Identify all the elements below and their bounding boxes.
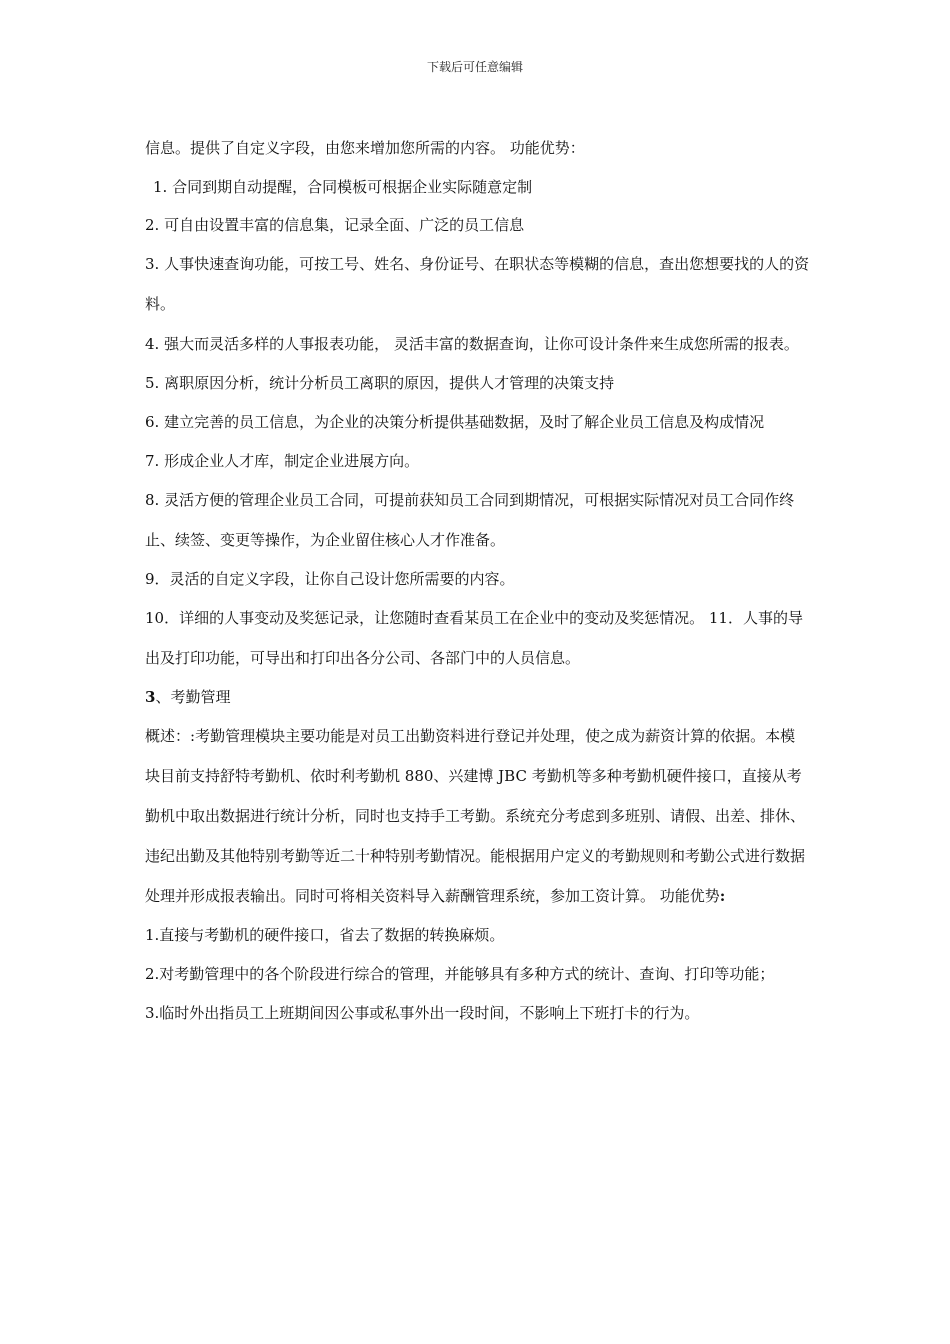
paragraph: 9．灵活的自定义字段，让你自己设计您所需要的内容。 <box>145 570 515 588</box>
document-body <box>145 128 810 1032</box>
paragraph: 7. 形成企业人才库，制定企业进展方向。 <box>145 452 420 470</box>
overview-text: :考勤管理模块主要功能是对员工出勤资料进行登记并处理，使之成为薪资计算的依据。本模块目前支持舒特考勤机、依时利考勤机 880、兴建博 JBC 考勤机等多种考勤机硬件接口，直接从考勤机中取出数据进行统计分析，同时也支持手工考勤。系统充分考虑到多班别、请假、出差、排休、违纪出勤及其他特别考勤等近二十种特别考勤情况。能根据用户定义的考勤规则和考勤公式进行数据处理并形成报表输出。同时可将相关资料导入薪酬管理系统，参加工资计算。 功能优势 <box>145 727 806 905</box>
paragraph: 2. 可自由设置丰富的信息集，记录全面、广泛的员工信息 <box>145 216 525 234</box>
paragraph: 信息。提供了自定义字段，由您来增加您所需的内容。 功能优势： <box>145 139 585 157</box>
section-heading <box>145 678 810 716</box>
paragraph: 3. 人事快速查询功能，可按工号、姓名、身份证号、在职状态等模糊的信息，查出您想要找的人的资料。 <box>145 255 810 313</box>
advantage-item: 1.直接与考勤机的硬件接口，省去了数据的转换麻烦。 <box>145 926 505 944</box>
paragraph: 6. 建立完善的员工信息，为企业的决策分析提供基础数据，及时了解企业员工信息及构成情况 <box>145 413 765 431</box>
overview-paragraph <box>145 716 810 916</box>
paragraph: 4. 强大而灵活多样的人事报表功能， 灵活丰富的数据查询，让你可设计条件来生成您所需的报表。 <box>145 335 799 353</box>
paragraph: 5. 离职原因分析，统计分析员工离职的原因，提供人才管理的决策支持 <box>145 374 615 392</box>
advantage-item: 3.临时外出指员工上班期间因公事或私事外出一段时间，不影响上下班打卡的行为。 <box>145 1004 700 1022</box>
page-header: 下载后可任意编辑 <box>426 60 523 74</box>
paragraph: 8. 灵活方便的管理企业员工合同，可提前获知员工合同到期情况，可根据实际情况对员工合同作终止、续签、变更等操作，为企业留住核心人才作准备。 <box>145 491 795 549</box>
section-number: 3 <box>145 688 156 706</box>
advantage-item: 2.对考勤管理中的各个阶段进行综合的管理，并能够具有多种方式的统计、查询、打印等功能； <box>145 965 775 983</box>
paragraph: 10．详细的人事变动及奖惩记录，让您随时查看某员工在企业中的变动及奖惩情况。 11．人事的导出及打印功能，可导出和打印出各分公司、各部门中的人员信息。 <box>145 609 803 667</box>
paragraph: 1. 合同到期自动提醒，合同模板可根据企业实际随意定制 <box>153 178 533 196</box>
section-title: 、考勤管理 <box>155 688 231 706</box>
overview-label: 概述： <box>145 727 191 745</box>
overview-colon: : <box>719 887 726 905</box>
